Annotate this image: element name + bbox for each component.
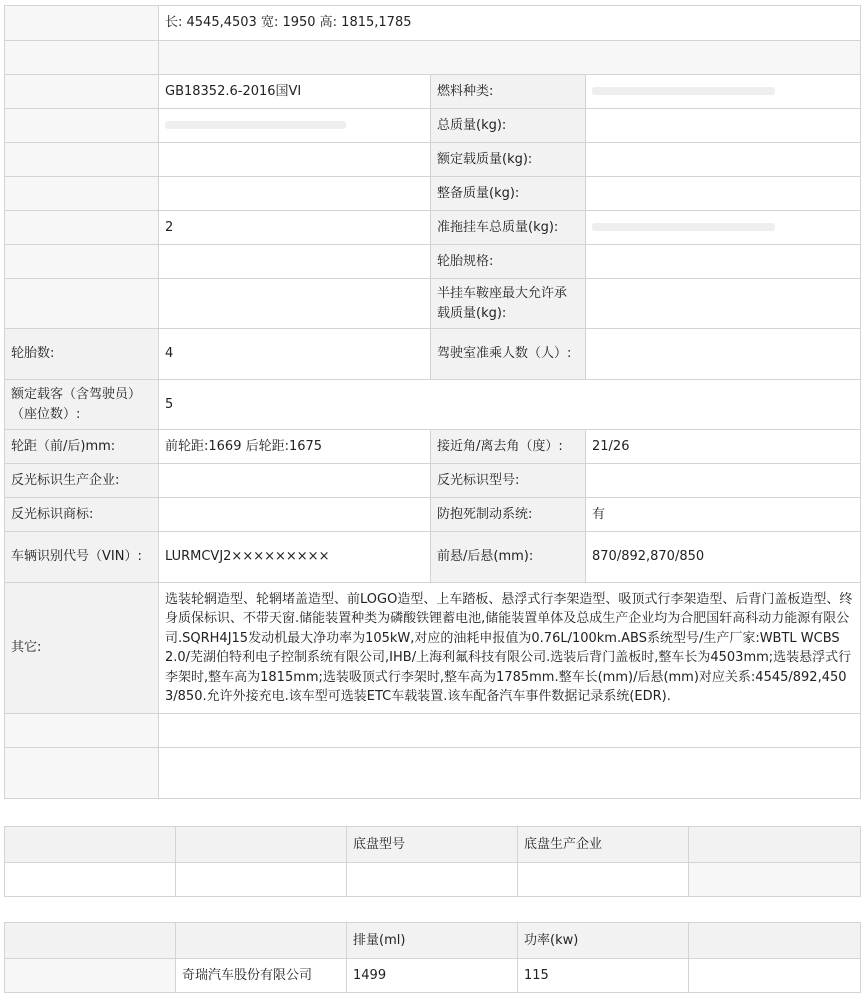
rated-load-value	[586, 143, 861, 177]
blurred-label	[5, 714, 159, 748]
dimensions-value: 长: 4545,4503 宽: 1950 高: 1815,1785	[159, 6, 861, 41]
other-label: 其它:	[5, 583, 159, 714]
table-row	[5, 75, 861, 109]
table-row	[5, 959, 861, 993]
table-row	[5, 583, 861, 714]
blurred-value	[159, 41, 861, 75]
blurred-label	[5, 109, 159, 143]
blurred-value	[159, 143, 431, 177]
chassis-cell	[347, 863, 518, 897]
blurred-label	[5, 211, 159, 245]
blurred-header	[5, 827, 176, 863]
overhang-value: 870/892,870/850	[586, 532, 861, 583]
table-row	[5, 498, 861, 532]
blurred-value	[159, 245, 431, 279]
curb-mass-value	[586, 177, 861, 211]
rated-passengers-value: 5	[159, 380, 861, 430]
blurred-header	[689, 827, 861, 863]
blurred-label	[5, 6, 159, 41]
chassis-table	[4, 826, 861, 897]
blurred-header	[176, 827, 347, 863]
trailer-mass-label: 准拖挂车总质量(kg):	[431, 211, 586, 245]
table-row	[5, 430, 861, 464]
blurred-text	[592, 223, 775, 231]
reflector-maker-label: 反光标识生产企业:	[5, 464, 159, 498]
overhang-label: 前悬/后悬(mm):	[431, 532, 586, 583]
blurred-header	[689, 923, 861, 959]
curb-mass-label: 整备质量(kg):	[431, 177, 586, 211]
table-row	[5, 714, 861, 748]
reflector-maker-value	[159, 464, 431, 498]
fuel-type-value	[586, 75, 861, 109]
blurred-label	[5, 143, 159, 177]
tire-count-label: 轮胎数:	[5, 329, 159, 380]
approach-angle-label: 接近角/离去角（度）:	[431, 430, 586, 464]
rated-passengers-label: 额定载客（含驾驶员）（座位数）:	[5, 380, 159, 430]
axle-count-value: 2	[159, 211, 431, 245]
abs-value: 有	[586, 498, 861, 532]
table-row	[5, 748, 861, 799]
chassis-cell	[5, 863, 176, 897]
track-label: 轮距（前/后)mm:	[5, 430, 159, 464]
table-row	[5, 923, 861, 959]
table-row	[5, 279, 861, 329]
blurred-header	[176, 923, 347, 959]
reflector-model-value	[586, 464, 861, 498]
emission-standard-value: GB18352.6-2016国VI	[159, 75, 431, 109]
table-row	[5, 143, 861, 177]
table-row	[5, 464, 861, 498]
blurred-label	[5, 177, 159, 211]
blurred-text	[165, 121, 346, 129]
total-mass-value	[586, 109, 861, 143]
reflector-model-label: 反光标识型号:	[431, 464, 586, 498]
blurred-value	[159, 177, 431, 211]
reflector-brand-label: 反光标识商标:	[5, 498, 159, 532]
engine-cell	[689, 959, 861, 993]
blurred-label	[5, 41, 159, 75]
tire-count-value: 4	[159, 329, 431, 380]
track-value: 前轮距:1669 后轮距:1675	[159, 430, 431, 464]
table-row	[5, 6, 861, 41]
vin-value: LURMCVJ2×××××××××	[159, 532, 431, 583]
chassis-model-header: 底盘型号	[347, 827, 518, 863]
table-row	[5, 532, 861, 583]
blurred-value	[159, 279, 431, 329]
table-row	[5, 41, 861, 75]
table-row	[5, 863, 861, 897]
blurred-value	[159, 714, 861, 748]
rated-load-label: 额定载质量(kg):	[431, 143, 586, 177]
table-row	[5, 211, 861, 245]
table-row	[5, 827, 861, 863]
approach-angle-value: 21/26	[586, 430, 861, 464]
blurred-label	[5, 245, 159, 279]
power-header: 功率(kw)	[518, 923, 689, 959]
table-row	[5, 245, 861, 279]
blurred-text	[592, 87, 775, 95]
blurred-value	[159, 109, 431, 143]
table-row	[5, 329, 861, 380]
saddle-load-label: 半挂车鞍座最大允许承载质量(kg):	[431, 279, 586, 329]
vin-label: 车辆识别代号（VIN）:	[5, 532, 159, 583]
fuel-type-label: 燃料种类:	[431, 75, 586, 109]
saddle-load-value	[586, 279, 861, 329]
reflector-brand-value	[159, 498, 431, 532]
blurred-label	[5, 748, 159, 799]
tire-spec-label: 轮胎规格:	[431, 245, 586, 279]
table-row	[5, 380, 861, 430]
blurred-header	[5, 923, 176, 959]
chassis-cell	[518, 863, 689, 897]
cab-seats-label: 驾驶室准乘人数（人）:	[431, 329, 586, 380]
other-value: 选装轮辋造型、轮辋堵盖造型、前LOGO造型、上车踏板、悬浮式行李架造型、吸顶式行李架造型、后背门盖板造型、终身质保标识、不带天窗.储能装置种类为磷酸铁锂蓄电池,储能装置单体及总成生产企业均为合肥国轩高科动力能源有限公司.SQRH4J15发动机最大净功率为105kW,对应的油耗申报值为0.76L/100km.ABS系统型号/生产厂家:WBTL WCBS 2.0/芜湖伯特利电子控制系统有限公司,IHB/上海利氟科技有限公司.选装后背门盖板时,整车长为4503mm;选装悬浮式行李架时,整车高为1815mm;选装吸顶式行李架时,整车高为1785mm.整车长(mm)/后悬(mm)对应关系:4545/892,4503/850.允许外接充电.该车型可选装ETC车载装置.该车配备汽车事件数据记录系统(EDR).	[159, 583, 861, 714]
engine-maker-value: 奇瑞汽车股份有限公司	[176, 959, 347, 993]
blurred-label	[5, 279, 159, 329]
chassis-cell	[689, 863, 861, 897]
abs-label: 防抱死制动系统:	[431, 498, 586, 532]
blurred-label	[5, 75, 159, 109]
chassis-cell	[176, 863, 347, 897]
trailer-mass-value	[586, 211, 861, 245]
vehicle-spec-table	[4, 5, 861, 799]
displacement-header: 排量(ml)	[347, 923, 518, 959]
engine-table	[4, 922, 861, 993]
displacement-value: 1499	[347, 959, 518, 993]
table-row	[5, 177, 861, 211]
engine-cell	[5, 959, 176, 993]
total-mass-label: 总质量(kg):	[431, 109, 586, 143]
cab-seats-value	[586, 329, 861, 380]
power-value: 115	[518, 959, 689, 993]
table-row	[5, 109, 861, 143]
blurred-value	[159, 748, 861, 799]
chassis-maker-header: 底盘生产企业	[518, 827, 689, 863]
tire-spec-value	[586, 245, 861, 279]
